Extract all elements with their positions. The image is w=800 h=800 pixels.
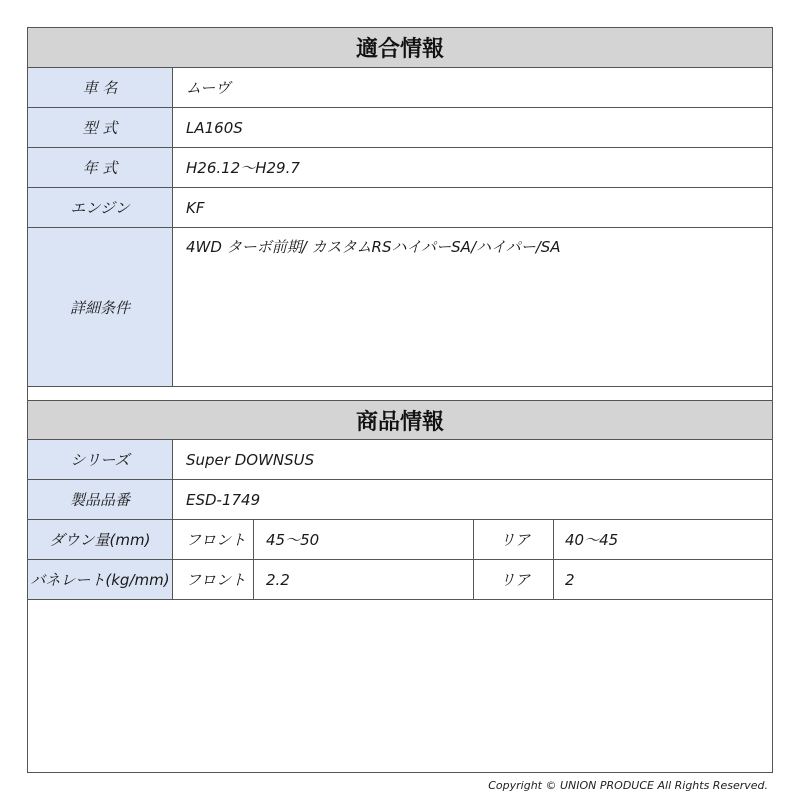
spring-rear-label: リア [500,571,531,589]
row-car-name [28,68,772,108]
row-model [28,108,772,148]
car-name-value: ムーヴ [186,79,231,97]
row-year [28,148,772,188]
series-value: Super DOWNSUS [186,450,315,469]
engine-label: エンジン [28,188,173,227]
detail-value: 4WD ターボ前期/ カスタムRSハイパーSA/ハイパー/SA [186,238,561,256]
product-header [28,400,772,440]
divider [253,520,254,559]
spring-front-value: 2.2 [266,570,290,589]
part-number-value: ESD-1749 [186,490,261,509]
down-front-value: 45～50 [266,531,320,549]
copyright-text: Copyright © UNION PRODUCE All Rights Reserved. [488,779,768,792]
row-engine [28,188,772,228]
down-rear-value: 40～45 [565,531,619,549]
divider [473,520,474,559]
detail-label: 詳細条件 [28,228,173,386]
down-front-label: フロント [186,531,247,549]
divider [253,560,254,599]
car-name-label: 車 名 [28,68,173,107]
year-label: 年 式 [28,148,173,187]
divider [473,560,474,599]
product-title: 商品情報 [355,409,444,435]
row-part-number [28,480,772,520]
fitment-title: 適合情報 [355,37,444,62]
fitment-header [28,28,772,68]
row-spring-rate [28,560,772,600]
part-number-label: 製品品番 [28,480,173,519]
spring-rear-value: 2 [565,570,575,589]
year-value: H26.12～H29.7 [186,159,300,177]
divider [553,520,554,559]
row-series [28,440,772,480]
row-detail [28,228,772,387]
row-down-amount [28,520,772,560]
down-rear-label: リア [500,531,531,549]
model-value: LA160S [186,118,243,137]
series-label: シリーズ [28,440,173,479]
engine-value: KF [186,198,205,217]
divider [553,560,554,599]
spring-rate-label: バネレート(kg/mm) [28,560,173,599]
down-amount-label: ダウン量(mm) [28,520,173,559]
model-label: 型 式 [28,108,173,147]
spring-front-label: フロント [186,571,247,589]
